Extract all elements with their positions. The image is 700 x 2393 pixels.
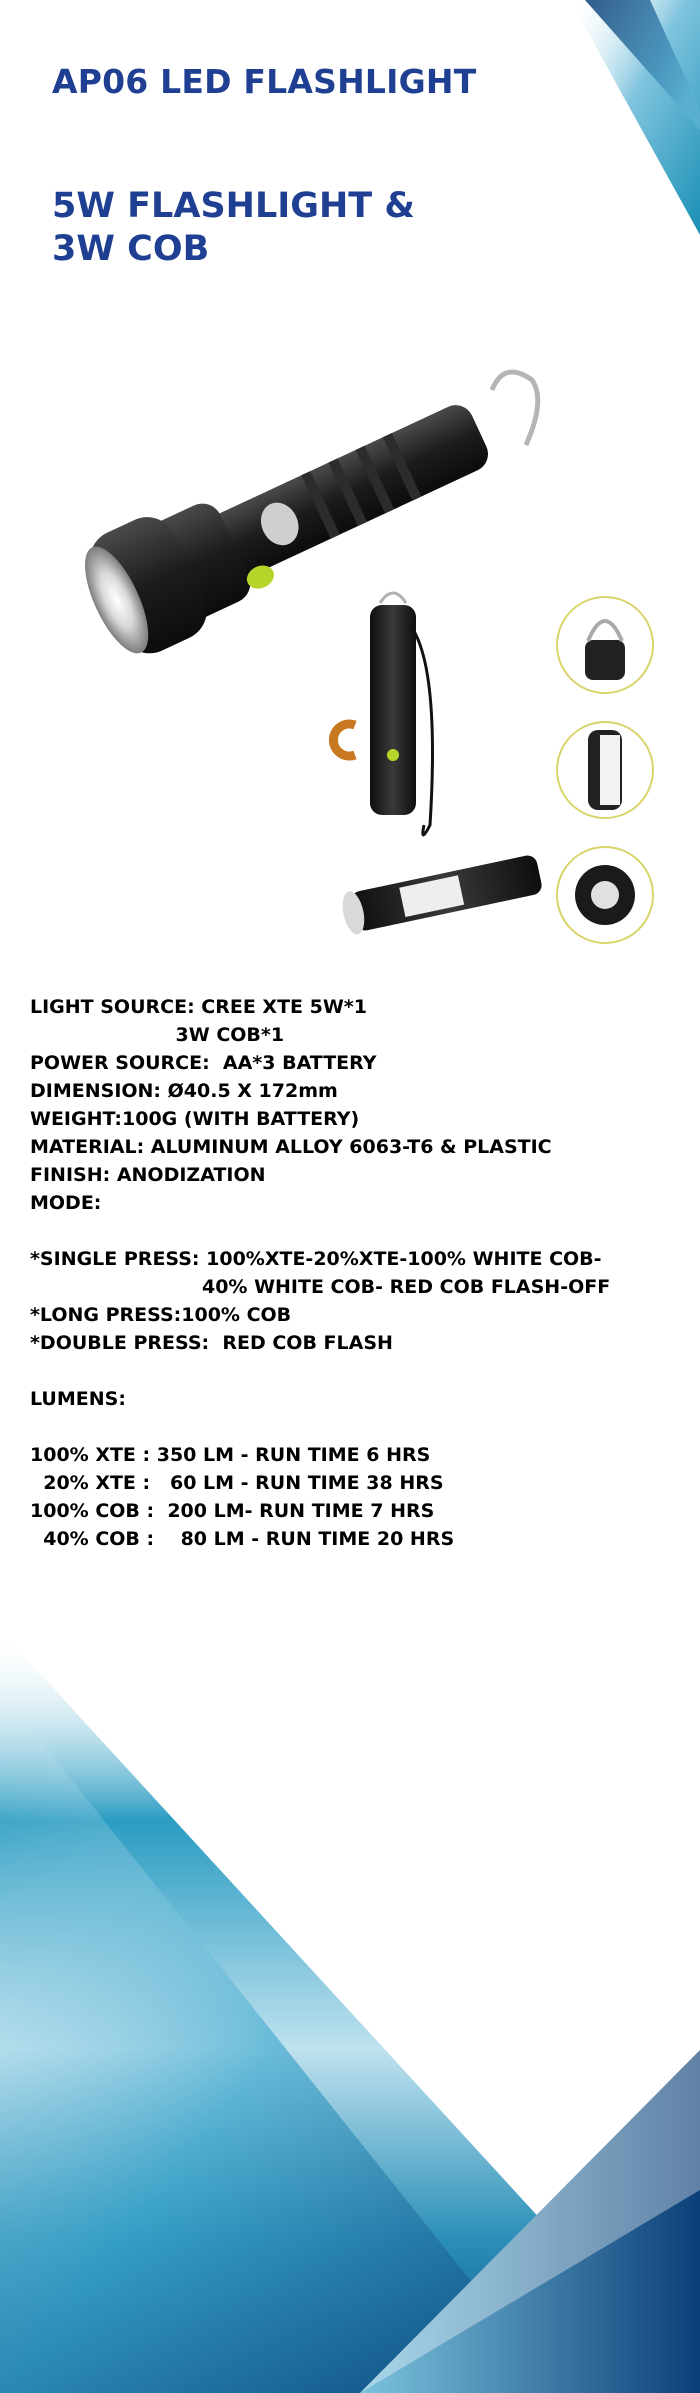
bottom-decoration: [0, 1630, 700, 2393]
lumen-row: 40% COB : 80 LM - RUN TIME 20 HRS: [30, 1528, 455, 1550]
mode-double-press: *DOUBLE PRESS: RED COB FLASH: [30, 1332, 393, 1354]
spec-power-source: POWER SOURCE: AA*3 BATTERY: [30, 1052, 377, 1074]
lumens-heading: LUMENS:: [30, 1388, 126, 1410]
spec-dimension: DIMENSION: Ø40.5 X 172mm: [30, 1080, 338, 1102]
mode-long-press: *LONG PRESS:100% COB: [30, 1304, 292, 1326]
spec-weight: WEIGHT:100G (WITH BATTERY): [30, 1108, 360, 1130]
feature-collage-image: [310, 585, 665, 970]
mode-single-press: *SINGLE PRESS: 100%XTE-20%XTE-100% WHITE COB-: [30, 1248, 602, 1270]
magnet-icon: [333, 724, 355, 756]
lumen-row: 100% XTE : 350 LM - RUN TIME 6 HRS: [30, 1444, 431, 1466]
lumen-row: 20% XTE : 60 LM - RUN TIME 38 HRS: [30, 1472, 444, 1494]
spec-finish: FINISH: ANODIZATION: [30, 1164, 266, 1186]
spec-material: MATERIAL: ALUMINUM ALLOY 6063-T6 & PLASTIC: [30, 1136, 552, 1158]
product-subtitle: [52, 185, 472, 271]
specifications: [30, 993, 670, 1553]
subtitle-line-2: 3W COB: [52, 229, 210, 269]
spec-light-source-cont: 3W COB*1: [30, 1024, 285, 1046]
lanyard-ring: [492, 372, 538, 445]
spec-light-source: LIGHT SOURCE: CREE XTE 5W*1: [30, 996, 367, 1018]
mode-single-press-cont: 40% WHITE COB- RED COB FLASH-OFF: [30, 1276, 611, 1298]
product-title: AP06 LED FLASHLIGHT: [52, 62, 477, 101]
lumen-row: 100% COB : 200 LM- RUN TIME 7 HRS: [30, 1500, 435, 1522]
spec-mode: MODE:: [30, 1192, 102, 1214]
top-decoration: [530, 0, 700, 235]
subtitle-line-1: 5W FLASHLIGHT &: [52, 186, 415, 226]
